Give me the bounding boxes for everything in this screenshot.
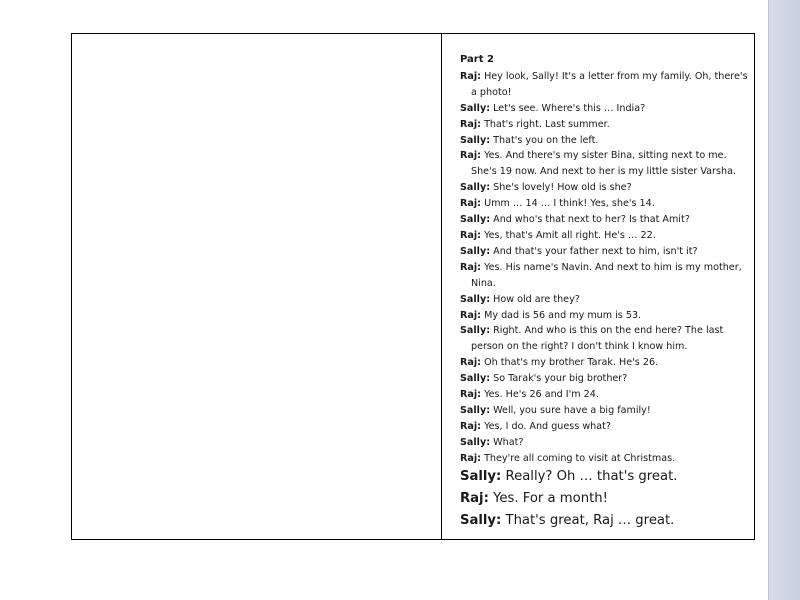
dialogue-line xyxy=(460,308,750,324)
speaker-name: Sally: xyxy=(460,293,491,305)
speaker-name: Sally: xyxy=(460,245,491,257)
speaker-name: Raj: xyxy=(460,357,481,369)
dialogue-line xyxy=(460,451,750,467)
dialogue-text: And who's that next to her? Is that Amit? xyxy=(493,214,690,226)
two-column-frame xyxy=(71,33,755,540)
transcript-column xyxy=(442,34,754,539)
dialogue-line xyxy=(460,488,750,510)
speaker-name: Sally: xyxy=(460,325,491,337)
speaker-name: Sally: xyxy=(460,182,491,194)
dialogue-line xyxy=(460,466,750,488)
dialogue-text: So Tarak's your big brother? xyxy=(493,373,628,385)
dialogue-line xyxy=(460,355,750,371)
dialogue-transcript xyxy=(460,52,750,467)
dialogue-text: Well, you sure have a big family! xyxy=(493,404,651,416)
speaker-name: Raj: xyxy=(460,420,481,432)
dialogue-text: Really? Oh … that's great. xyxy=(505,469,678,484)
speaker-name: Raj: xyxy=(460,261,481,273)
speaker-name: Raj: xyxy=(460,70,481,82)
dialogue-line xyxy=(460,212,750,228)
dialogue-line xyxy=(460,323,750,355)
dialogue-line xyxy=(460,510,750,532)
dialogue-text: Right. And who is this on the end here? The last person on the right? I don't think I know him. xyxy=(471,325,724,353)
dialogue-line xyxy=(460,196,750,212)
dialogue-line xyxy=(460,292,750,308)
dialogue-text: Yes. And there's my sister Bina, sitting next to me. She's 19 now. And next to her is my little sister Varsha. xyxy=(471,150,736,178)
speaker-name: Raj: xyxy=(460,150,481,162)
dialogue-line xyxy=(460,148,750,180)
dialogue-line xyxy=(460,260,750,292)
speaker-name: Raj: xyxy=(460,229,481,241)
speaker-name: Sally: xyxy=(460,436,491,448)
speaker-name: Sally: xyxy=(460,214,491,226)
dialogue-text: They're all coming to visit at Christmas. xyxy=(484,452,676,464)
speaker-name: Sally: xyxy=(460,404,491,416)
speaker-name: Sally: xyxy=(460,469,502,484)
speaker-name: Raj: xyxy=(460,491,489,506)
dialogue-text: And that's your father next to him, isn't it? xyxy=(493,245,698,257)
dialogue-line xyxy=(460,69,750,101)
dialogue-text: How old are they? xyxy=(493,293,580,305)
dialogue-text: She's lovely! How old is she? xyxy=(493,182,632,194)
dialogue-line xyxy=(460,117,750,133)
dialogue-line xyxy=(460,371,750,387)
dialogue-text: Umm … 14 … I think! Yes, she's 14. xyxy=(484,198,655,210)
dialogue-text: Yes. For a month! xyxy=(493,491,608,506)
speaker-name: Sally: xyxy=(460,102,491,114)
speaker-name: Raj: xyxy=(460,309,481,321)
speaker-name: Sally: xyxy=(460,373,491,385)
dialogue-line xyxy=(460,101,750,117)
dialogue-text: Yes, I do. And guess what? xyxy=(484,420,611,432)
dialogue-text: My dad is 56 and my mum is 53. xyxy=(484,309,642,321)
dialogue-line xyxy=(460,244,750,260)
dialogue-text: Yes, that's Amit all right. He's … 22. xyxy=(484,229,656,241)
dialogue-text: Hey look, Sally! It's a letter from my family. Oh, there's a photo! xyxy=(471,70,748,98)
dialogue-text: What? xyxy=(493,436,524,448)
vertical-scrollbar[interactable] xyxy=(768,0,800,600)
dialogue-text: That's great, Raj … great. xyxy=(505,513,675,528)
speaker-name: Raj: xyxy=(460,198,481,210)
dialogue-line xyxy=(460,133,750,149)
dialogue-line xyxy=(460,403,750,419)
speaker-name: Raj: xyxy=(460,118,481,130)
speaker-name: Sally: xyxy=(460,513,502,528)
dialogue-text: Yes. He's 26 and I'm 24. xyxy=(484,389,599,401)
dialogue-line xyxy=(460,228,750,244)
dialogue-lines xyxy=(460,69,750,467)
enlarged-dialogue-lines xyxy=(460,466,750,532)
speaker-name: Raj: xyxy=(460,452,481,464)
part-title: Part 2 xyxy=(460,54,494,65)
dialogue-text: Yes. His name's Navin. And next to him is my mother, Nina. xyxy=(471,261,742,289)
dialogue-line xyxy=(460,435,750,451)
dialogue-line xyxy=(460,419,750,435)
dialogue-line xyxy=(460,180,750,196)
dialogue-text: Let's see. Where's this … India? xyxy=(493,102,646,114)
speaker-name: Sally: xyxy=(460,134,491,146)
empty-left-column xyxy=(72,34,442,539)
dialogue-line xyxy=(460,387,750,403)
dialogue-text: Oh that's my brother Tarak. He's 26. xyxy=(484,357,659,369)
dialogue-text: That's you on the left. xyxy=(493,134,599,146)
speaker-name: Raj: xyxy=(460,389,481,401)
dialogue-text: That's right. Last summer. xyxy=(484,118,610,130)
